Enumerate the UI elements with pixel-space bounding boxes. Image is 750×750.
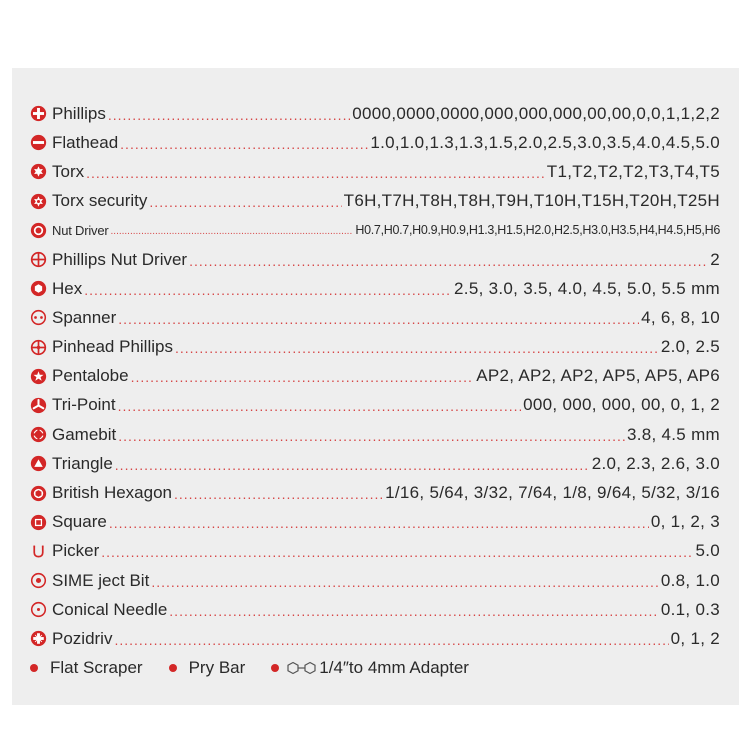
- square-icon: [30, 514, 47, 531]
- pinhead-phillips-icon: [30, 339, 47, 356]
- leader-dots: [149, 194, 341, 210]
- bit-sizes: 1/16, 5/64, 3/32, 7/64, 1/8, 9/64, 5/32, 3/16: [385, 483, 720, 503]
- bit-label: Pentalobe: [52, 366, 129, 386]
- phillips-icon: [30, 105, 47, 122]
- bit-label: Triangle: [52, 453, 113, 473]
- bit-row-square: [30, 508, 720, 537]
- bit-row-phillips: [30, 99, 720, 128]
- bit-label: Phillips: [52, 103, 106, 123]
- bullet-dot-icon: [30, 664, 38, 672]
- bit-row-tri-point: [30, 391, 720, 420]
- bit-row-torx-security: [30, 187, 720, 216]
- bit-sizes: 2.5, 3.0, 3.5, 4.0, 4.5, 5.0, 5.5 mm: [454, 278, 720, 298]
- bit-label: Tri-Point: [52, 395, 116, 415]
- gamebit-icon: [30, 426, 47, 443]
- accessory-flat-scraper: [30, 658, 143, 678]
- bit-row-triangle: [30, 449, 720, 478]
- bit-label: Pozidriv: [52, 628, 113, 648]
- bit-row-spanner: [30, 303, 720, 332]
- bit-label: British Hexagon: [52, 483, 173, 503]
- triangle-icon: [30, 455, 47, 472]
- bit-row-torx: [30, 157, 720, 186]
- bit-row-british-hexagon: [30, 478, 720, 507]
- bit-sizes: 0000,0000,0000,000,000,000,00,00,0,0,1,1,2,2: [352, 103, 720, 123]
- leader-dots: [109, 515, 649, 531]
- leader-dots: [111, 226, 354, 237]
- bit-row-pentalobe: [30, 362, 720, 391]
- bit-label: Torx: [52, 161, 85, 181]
- bit-row-picker: [30, 537, 720, 566]
- accessory-label: Pry Bar: [188, 658, 246, 678]
- leader-dots: [175, 340, 659, 356]
- bit-sizes: 4, 6, 8, 10: [641, 307, 720, 327]
- accessory-label: Flat Scraper: [50, 658, 143, 678]
- bit-sizes: 0.1, 0.3: [660, 599, 720, 619]
- bit-row-pinhead-phillips: [30, 333, 720, 362]
- bit-label: Spanner: [52, 307, 117, 327]
- leader-dots: [118, 311, 639, 327]
- bit-sizes: 2.0, 2.3, 2.6, 3.0: [591, 453, 720, 473]
- leader-dots: [169, 603, 659, 619]
- bit-row-conical-needle: [30, 595, 720, 624]
- bit-sizes: 0, 1, 2, 3: [650, 512, 720, 532]
- bit-sizes: T6H,T7H,T8H,T8H,T9H,T10H,T15H,T20H,T25H: [343, 191, 720, 211]
- pentalobe-icon: [30, 368, 47, 385]
- bullet-dot-icon: [271, 664, 279, 672]
- british-hexagon-icon: [30, 485, 47, 502]
- accessories-row: [30, 654, 720, 683]
- bit-sizes: 2.0, 2.5: [660, 337, 720, 357]
- leader-dots: [115, 457, 590, 473]
- accessory-label: 1/4″to 4mm Adapter: [319, 658, 469, 678]
- bit-row-pozidriv: [30, 624, 720, 653]
- bit-sizes: 0.8, 1.0: [660, 570, 720, 590]
- accessory-pry-bar: [169, 658, 246, 678]
- bit-label: SIME ject Bit: [52, 570, 150, 590]
- nut-driver-icon: [30, 222, 47, 239]
- pozidriv-icon: [30, 630, 47, 647]
- bit-sizes: 5.0: [695, 541, 720, 561]
- bit-row-gamebit: [30, 420, 720, 449]
- leader-dots: [84, 282, 452, 298]
- bit-sizes: H0.7,H0.7,H0.9,H0.9,H1.3,H1.5,H2.0,H2.5,H3.0,H3.5,H4,H4.5,H5,H6: [355, 223, 720, 238]
- hex-icon: [30, 280, 47, 297]
- bit-row-sime-ject-bit: [30, 566, 720, 595]
- bit-sizes: AP2, AP2, AP2, AP5, AP5, AP6: [476, 366, 720, 386]
- bit-sizes: T1,T2,T2,T2,T3,T4,T5: [546, 161, 720, 181]
- bit-row-hex: [30, 274, 720, 303]
- bit-row-flathead: [30, 128, 720, 157]
- leader-dots: [151, 574, 659, 590]
- leader-dots: [118, 428, 625, 444]
- adapter-icon: [287, 661, 317, 675]
- spanner-icon: [30, 309, 47, 326]
- flathead-icon: [30, 134, 47, 151]
- bit-label: Nut Driver: [52, 222, 109, 238]
- leader-dots: [114, 632, 668, 648]
- leader-dots: [118, 398, 522, 414]
- bit-row-phillips-nut-driver: [30, 245, 720, 274]
- bit-sizes: 3.8, 4.5 mm: [626, 424, 720, 444]
- bit-label: Pinhead Phillips: [52, 337, 173, 357]
- torx-icon: [30, 163, 47, 180]
- leader-dots: [101, 544, 693, 560]
- bit-label: Picker: [52, 541, 100, 561]
- leader-dots: [174, 486, 383, 502]
- bit-sizes: 2: [710, 249, 720, 269]
- conical-needle-icon: [30, 601, 47, 618]
- bullet-dot-icon: [169, 664, 177, 672]
- accessory-adapter: [271, 658, 469, 678]
- tri-point-icon: [30, 397, 47, 414]
- bit-sizes: 000, 000, 000, 00, 0, 1, 2: [523, 395, 720, 415]
- bit-list: [30, 99, 720, 683]
- bit-row-nut-driver: [30, 216, 720, 245]
- bit-label: Hex: [52, 278, 83, 298]
- bit-sizes: 0, 1, 2: [670, 628, 720, 648]
- leader-dots: [86, 165, 545, 181]
- bit-label: Torx security: [52, 191, 148, 211]
- leader-dots: [189, 253, 708, 269]
- bit-label: Flathead: [52, 132, 119, 152]
- picker-icon: [30, 543, 47, 560]
- torx-security-icon: [30, 193, 47, 210]
- bit-sizes: 1.0,1.0,1.3,1.3,1.5,2.0,2.5,3.0,3.5,4.0,4.5,5.0: [370, 132, 720, 152]
- leader-dots: [108, 107, 350, 123]
- bit-label: Square: [52, 512, 107, 532]
- bit-label: Gamebit: [52, 424, 117, 444]
- sime-ject-bit-icon: [30, 572, 47, 589]
- leader-dots: [120, 136, 368, 152]
- leader-dots: [131, 369, 475, 385]
- bit-label: Conical Needle: [52, 599, 168, 619]
- bit-label: Phillips Nut Driver: [52, 249, 188, 269]
- phillips-nut-driver-icon: [30, 251, 47, 268]
